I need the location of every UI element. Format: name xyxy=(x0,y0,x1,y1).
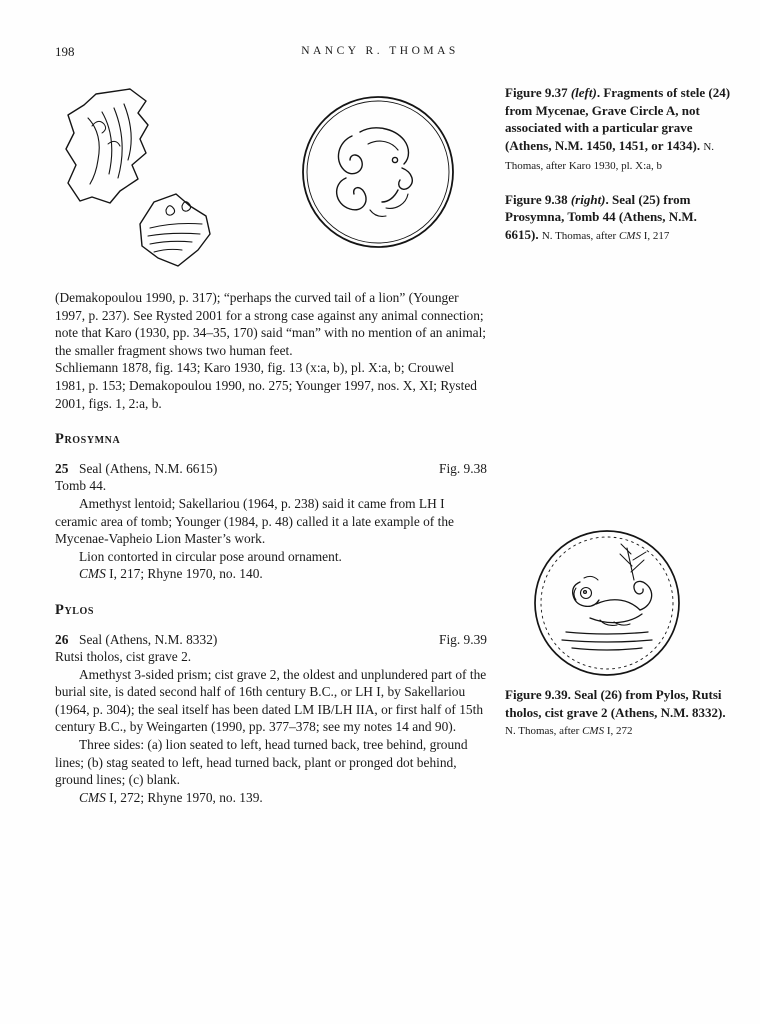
entry-26-title: Seal (Athens, N.M. 8332) xyxy=(79,631,218,647)
seal-938-drawing xyxy=(298,92,458,257)
page-number: 198 xyxy=(55,44,75,59)
seal-939-illustration xyxy=(530,526,684,680)
entry-25-number: 25 xyxy=(55,460,69,476)
body-bibliography-paragraph: Schliemann 1878, fig. 143; Karo 1930, fig. 13 (x:a, b), pl. X:a, b; Crouwel 1981, p. 153; Demakopoulou 1990, no. 275; Younger 1997, nos. X, XI; Rysted 2001, figs. 1, 2:a, b. xyxy=(55,360,478,411)
entry-26-header xyxy=(55,631,487,649)
entry-26-figure-reference: Fig. 9.39 xyxy=(439,631,487,647)
entry-26-provenance: Rutsi tholos, cist grave 2. xyxy=(55,649,192,665)
figure-937-label: Figure 9.37 xyxy=(505,85,571,100)
section-heading-pylos: Pylos xyxy=(55,601,95,618)
catalog-entry-25 xyxy=(55,460,487,583)
figure-937-position: (left) xyxy=(570,85,597,100)
catalog-entry-26 xyxy=(55,631,487,807)
entry-25-title: Seal (Athens, N.M. 6615) xyxy=(79,460,218,476)
entry-26-number: 26 xyxy=(55,631,69,647)
entry-25-figure-reference: Fig. 9.38 xyxy=(439,460,487,476)
seal-938-illustration xyxy=(298,92,458,252)
entry-26-motif: Three sides: (a) lion seated to left, head turned back, tree behind, ground lines; (b) stag seated to left, head turned back, plant or pronged dot behind, ground lines; (c) blank. xyxy=(55,737,468,788)
figure-937-credit: N. Thomas, after Karo 1930, pl. X:a, b xyxy=(505,140,715,172)
figure-937-caption xyxy=(505,84,731,176)
figure-938-position: (right) xyxy=(570,191,606,207)
entry-25-description: Amethyst lentoid; Sakellariou (1964, p. 238) said it came from LH I ceramic area of tomb; Younger (1984, p. 48) called it a late example of the Mycenae-Vapheio Lion Master’s work. xyxy=(55,495,454,547)
stele-fragments-drawing xyxy=(56,86,224,283)
figure-939-text: Figure 9.39. Seal (26) from Pylos, Rutsi tholos, cist grave 2 (Athens, N.M. 8332). xyxy=(505,687,726,720)
entry-26-references: CMS I, 272; Rhyne 1970, no. 139. xyxy=(79,789,263,805)
seal-939-drawing xyxy=(530,526,684,685)
entry-26-description: Amethyst 3-sided prism; cist grave 2, the oldest and unplundered part of the burial site, is dated second half of 16th century B.C., or LH I, by Sakellariou (1964, p. 304); the seal itself has been dated LM IB/LH IIA, or first half of 15th century B.C., by Weingarten (1990, pp. 377–378; see my notes 14 and 90). xyxy=(55,666,487,735)
figure-939-caption xyxy=(505,686,733,741)
main-text-column xyxy=(55,289,487,821)
entry-25-motif: Lion contorted in circular pose around ornament. xyxy=(79,548,342,564)
running-head: NANCY R. THOMAS xyxy=(301,45,459,57)
section-heading-prosymna: Prosymna xyxy=(55,431,121,448)
figure-939-credit: N. Thomas, after CMS I, 272 xyxy=(505,725,633,737)
entry-25-header xyxy=(55,460,487,478)
stele-fragments-illustration xyxy=(56,86,224,278)
figure-937-text: . Fragments of stele (24) from Mycenae, Grave Circle A, not associated with a particular grave (Athens, N.M. 1450, 1451, or 1434). xyxy=(505,85,731,153)
figure-938-text: . Seal (25) from Prosymna, Tomb 44 (Athens, N.M. 6615). xyxy=(505,191,697,242)
entry-25-references: CMS I, 217; Rhyne 1970, no. 140. xyxy=(79,566,263,582)
caption-column xyxy=(505,84,731,260)
figure-938-label: Figure 9.38 xyxy=(505,191,571,207)
figure-938-caption xyxy=(505,191,731,246)
body-paragraph-continuation: (Demakopoulou 1990, p. 317); “perhaps the curved tail of a lion” (Younger 1997, p. 237). See Rysted 2001 for a strong case against any animal connection; note that Karo (1930, pp. 34–35, 170) said “man” with no mention of an animal; the smaller fragment shows two human feet. xyxy=(55,290,487,358)
figure-938-credit: N. Thomas, after CMS I, 217 xyxy=(541,229,670,242)
entry-25-provenance: Tomb 44. xyxy=(55,478,107,494)
